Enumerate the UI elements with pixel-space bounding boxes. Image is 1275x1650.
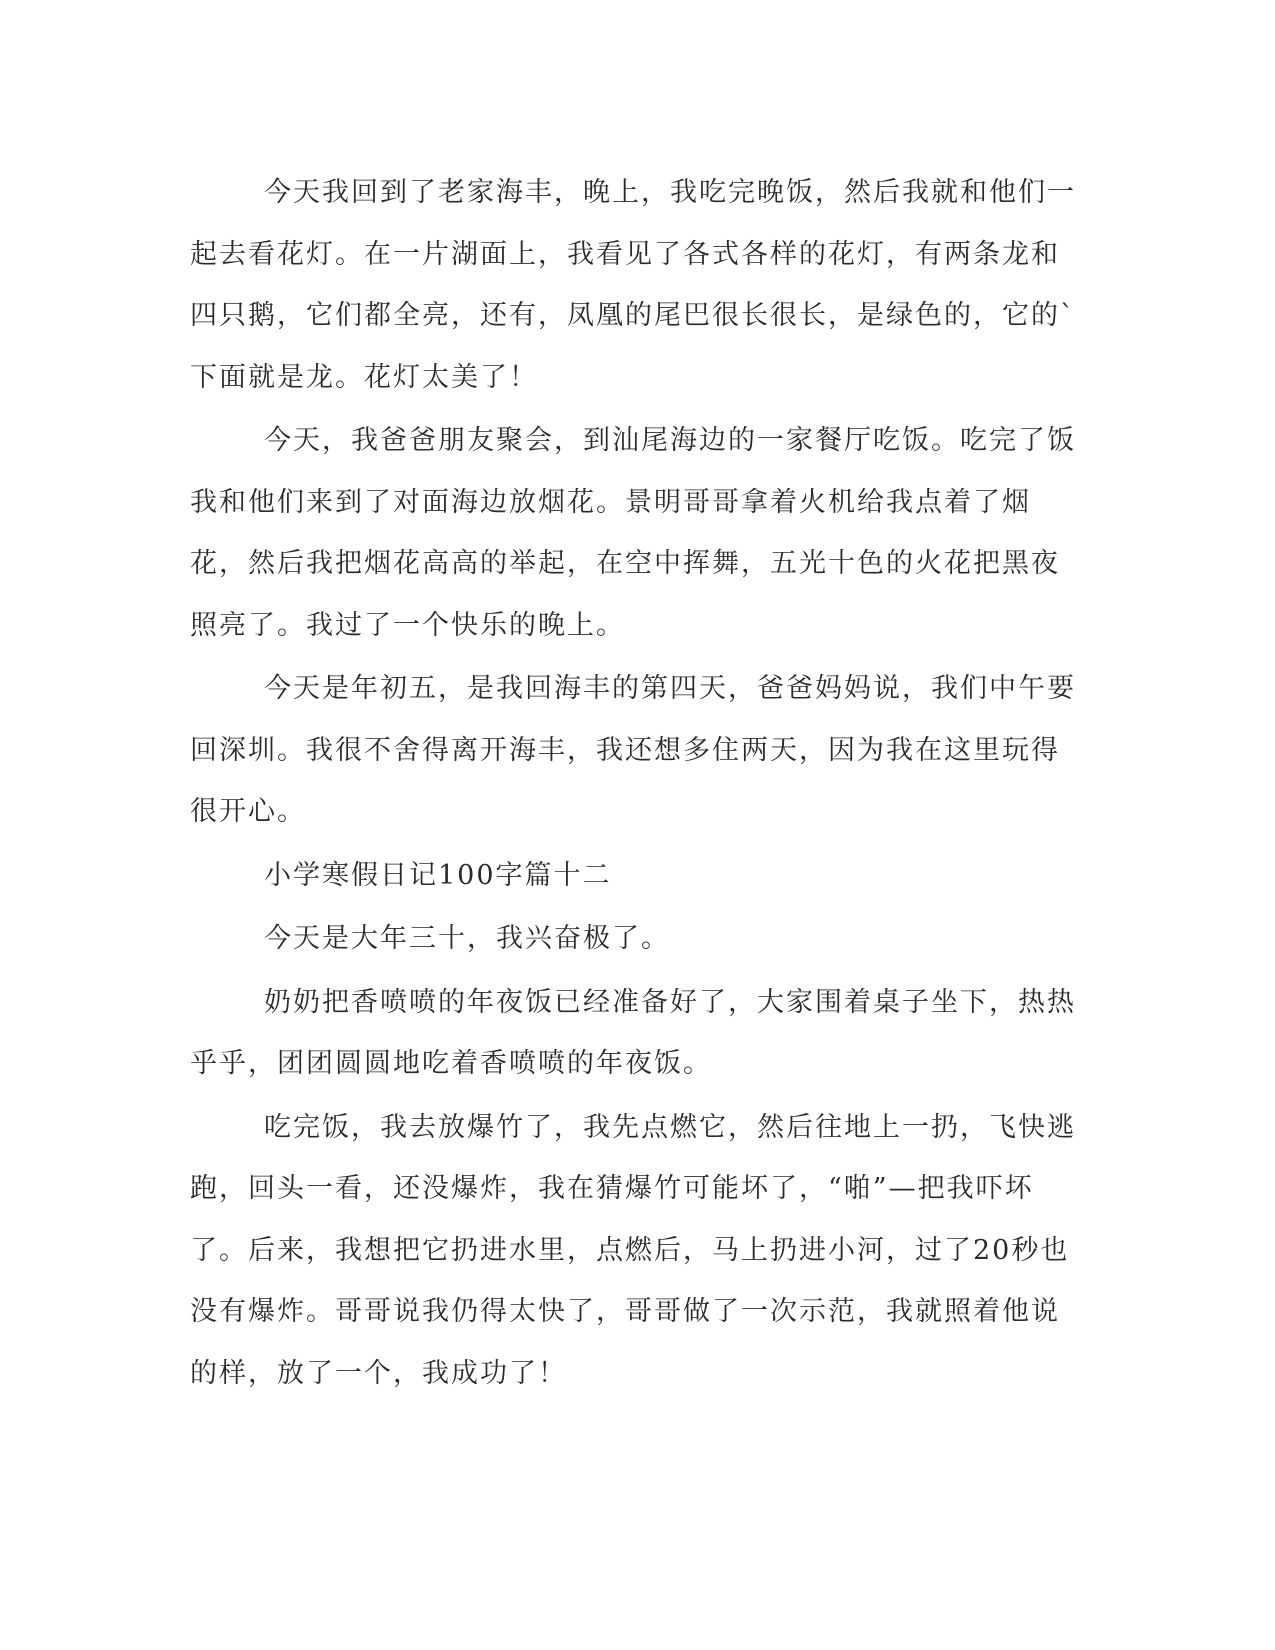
paragraph-fireworks-dinner: 今天，我爸爸朋友聚会，到汕尾海边的一家餐厅吃饭。吃完了饭我和他们来到了对面海边放烟花。景明哥哥拿着火机给我点着了烟花，然后我把烟花高高的举起，在空中挥舞，五光十色的火花把黑夜照亮了。我过了一个快乐的晚上。 [190,425,1076,641]
paragraph-return-shenzhen: 今天是年初五，是我回海丰的第四天，爸爸妈妈说，我们中午要回深圳。我很不舍得离开海丰，我还想多住两天，因为我在这里玩得很开心。 [190,673,1076,827]
paragraph-lantern-festival: 今天我回到了老家海丰，晚上，我吃完晚饭，然后我就和他们一起去看花灯。在一片湖面上，我看见了各式各样的花灯，有两条龙和四只鹅，它们都全亮，还有，凤凰的尾巴很长很长，是绿色的，它的`下面就是龙。花灯太美了！ [190,177,1076,393]
paragraph-new-years-eve: 今天是大年三十，我兴奋极了。 [264,923,670,954]
section-heading: 小学寒假日记100字篇十二 [264,859,612,891]
paragraph-firecrackers: 吃完饭，我去放爆竹了，我先点燃它，然后往地上一扔，飞快逃跑，回头一看，还没爆炸，我在猜爆竹可能坏了，“啪”—把我吓坏了。后来，我想把它扔进水里，点燃后，马上扔进小河，过了20秒也没有爆炸。哥哥说我仍得太快了，哥哥做了一次示范，我就照着他说的样，放了一个，我成功了！ [190,1111,1076,1389]
paragraph-reunion-dinner: 奶奶把香喷喷的年夜饭已经准备好了，大家围着桌子坐下，热热乎乎，团团圆圆地吃着香喷喷的年夜饭。 [190,986,1076,1079]
document-body [190,162,1080,1406]
